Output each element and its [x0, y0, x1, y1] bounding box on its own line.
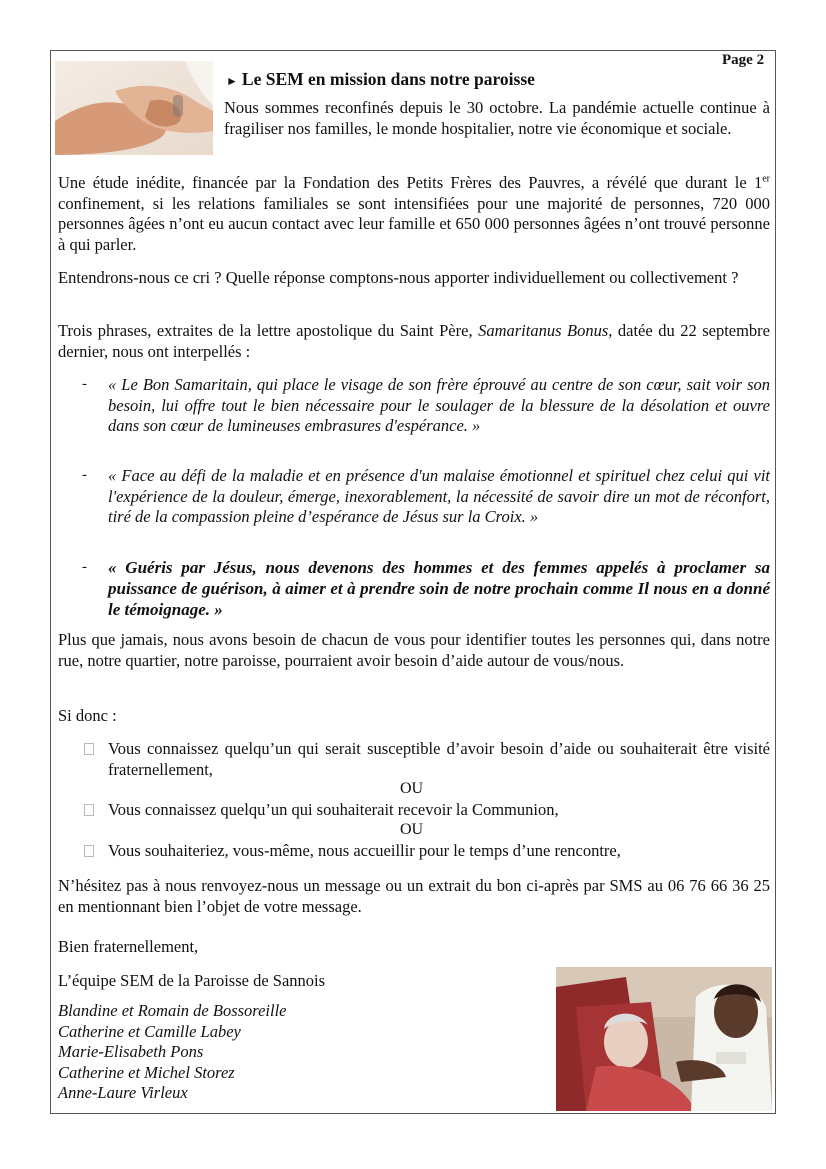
- quote-3: « Guéris par Jésus, nous devenons des hommes et des femmes appelés à proclamer sa puissance de guérison, à aimer et à prendre soin de notre prochain comme Il nous en a donné le témoignage. »: [108, 558, 770, 619]
- quote-2: « Face au défi de la maladie et en présence d'un malaise émotionnel et spirituel chez celui qui vit l'expérience de la douleur, émerge, inexorablement, la nécessité de savoir dire un mot de réconfort, tiré de la compassion pleine d’espérance de Jésus sur la Croix. »: [108, 466, 770, 526]
- bullet-item-3: Vous souhaiteriez, vous-même, nous accueillir pour le temps d’une rencontre,: [108, 841, 621, 860]
- dash-marker: -: [82, 559, 87, 575]
- dash-marker: -: [82, 376, 87, 392]
- intro-paragraph: Nous sommes reconfinés depuis le 30 octobre. La pandémie actuelle continue à fragiliser nos familles, le monde hospitalier, notre vie économique et sociale.: [224, 98, 770, 138]
- signature-name: Anne-Laure Virleux: [58, 1083, 188, 1102]
- caregiver-photo: [556, 967, 772, 1111]
- superscript: er: [762, 173, 770, 185]
- study-paragraph: Une étude inédite, financée par la Fondation des Petits Frères des Pauvres, a révélé que durant le 1er confinement, si les relations familiales se sont intensifiées pour une majorité de personnes, 720 000 personnes âgées n’ont eu aucun contact avec leur famille et 650 000 personnes âgées n’ont trouvé personne à qui parler.: [58, 173, 770, 254]
- checkbox-icon: [84, 743, 94, 759]
- closing-line: Bien fraternellement,: [58, 937, 199, 956]
- page-number: Page 2: [722, 52, 765, 68]
- signature-name: Catherine et Michel Storez: [58, 1062, 235, 1082]
- section-title: Le SEM en mission dans notre paroisse: [241, 69, 535, 89]
- signature-list: [58, 1001, 287, 1104]
- bullet-item-1: Vous connaissez quelqu’un qui serait susceptible d’avoir besoin d’aide ou souhaiterait être visité fraternellement,: [108, 739, 770, 779]
- or-separator: OU: [400, 821, 424, 838]
- quote-1: « Le Bon Samaritain, qui place le visage de son frère éprouvé au centre de son cœur, sait voir son besoin, lui offre tout le bien nécessaire pour le soulager de la blessure de la désolation et ouvre dans son cœur de lumineuses embrasures d'espérance. »: [108, 375, 770, 435]
- signature-name: Marie-Elisabeth Pons: [58, 1042, 204, 1061]
- letter-paragraph: Trois phrases, extraites de la lettre apostolique du Saint Père, Samaritanus Bonus, datée du 22 septembre dernier, nous ont interpellés :: [58, 321, 771, 361]
- team-line: L’équipe SEM de la Paroisse de Sannois: [58, 971, 326, 990]
- checkbox-icon: [84, 804, 94, 820]
- or-separator: OU: [400, 780, 424, 797]
- hands-photo: [55, 61, 213, 155]
- letter-title: Samaritanus Bonus,: [478, 321, 613, 340]
- checkbox-icon: [84, 845, 94, 861]
- need-paragraph: Plus que jamais, nous avons besoin de chacun de vous pour identifier toutes les personnes qui, dans notre rue, notre quartier, notre paroisse, pourraient avoir besoin d’aide autour de vous/nous.: [58, 630, 770, 670]
- dash-marker: -: [82, 467, 87, 483]
- arrow-icon: ►: [226, 74, 238, 88]
- contact-paragraph: N’hésitez pas à nous renvoyez-nous un message ou un extrait du bon ci-après par SMS au 06 76 66 36 25 en mentionnant bien l’objet de votre message.: [58, 876, 770, 916]
- signature-name: Blandine et Romain de Bossoreille: [58, 1001, 287, 1020]
- section-heading: [226, 69, 535, 90]
- if-paragraph: Si donc :: [58, 706, 117, 725]
- bullet-item-2: Vous connaissez quelqu’un qui souhaiterait recevoir la Communion,: [108, 800, 559, 819]
- question-paragraph: Entendrons-nous ce cri ? Quelle réponse comptons-nous apporter individuellement ou collectivement ?: [58, 268, 739, 287]
- signature-name: Catherine et Camille Labey: [58, 1021, 241, 1041]
